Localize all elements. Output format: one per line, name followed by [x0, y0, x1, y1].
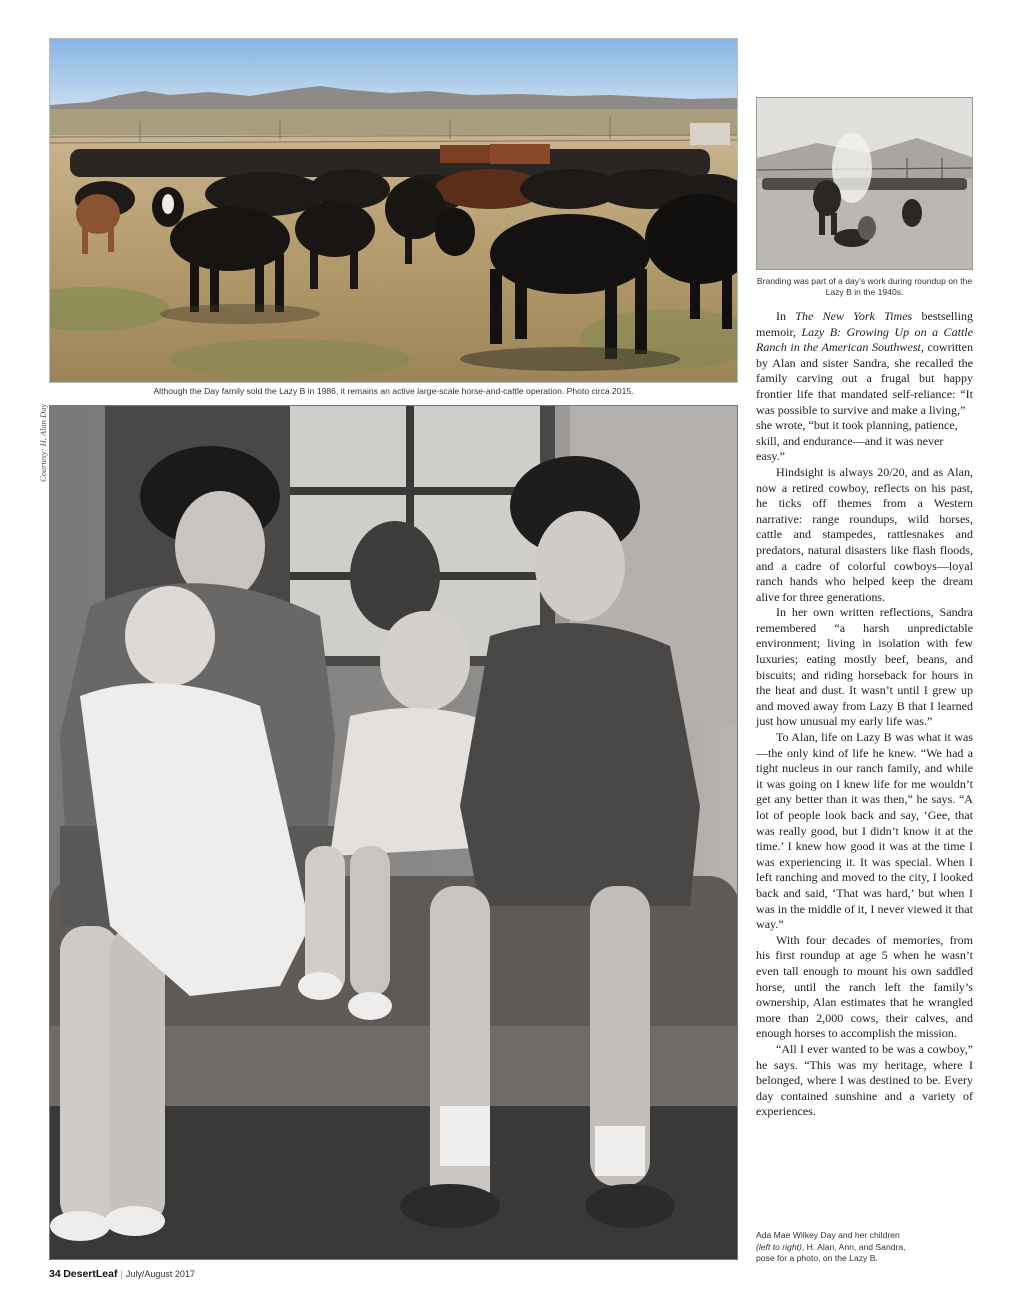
branding-photo	[756, 97, 973, 270]
paragraph-1-continued: she wrote, “but it took planning, patience, skill, and endurance—and it was never easy.”	[756, 418, 958, 464]
paragraph-1: In The New York Times bestselling memoir, Lazy B: Growing Up on a Cattle Ranch in the American Southwest, cowritten by Alan and sister Sandra, she recalled the family carving out a frugal but happy frontier life that mandated self-reliance: “It was possible to survive and make a living,”	[756, 309, 974, 417]
magazine-name: DesertLeaf	[63, 1268, 118, 1280]
footer-divider: |	[120, 1269, 123, 1279]
issue-date: July/August 2017	[125, 1269, 195, 1279]
article-body	[756, 309, 973, 1120]
paragraph-4: To Alan, life on Lazy B was what it was—the only kind of life he knew. “We had a tight nucleus in our ranch family, and while it was going on I knew life for me wouldn’t get any better than it was then,” he says. “A lot of people look back and say, ‘Gee, that was really good, but I didn’t know it at the time.’ I knew how good it was at the time I was experiencing it. It was special. When I left ranching and moved to the city, I looked back and said, ‘That was hard,’ but when I was in the middle of it, I never viewed it that way.”	[756, 730, 973, 932]
family-photo	[49, 405, 738, 1260]
page-footer	[49, 1268, 195, 1280]
paragraph-6: “All I ever wanted to be was a cowboy,” he says. “This was my heritage, where I belonged, where I was destined to be. Every day contained sunshine and a variety of experiences.	[756, 1041, 973, 1119]
book-title: Lazy B: Growing Up on a Cattle Ranch in the American Southwest	[756, 324, 973, 355]
photo-credit: Courtesy: H. Alan Day	[38, 404, 48, 483]
paragraph-2: Hindsight is always 20/20, and as Alan, now a retired cowboy, reflects on his past, he ticks off themes from a Western narrative: range roundups, wild horses, cattle and stampedes, rattlesnakes and predators, natural disasters like flash floods, and a cadre of colorful cowboys—loyal ranch hands who helped keep the dream alive for three generations.	[756, 464, 973, 604]
branding-photo-caption: Branding was part of a day’s work during roundup on the Lazy B in the 1940s.	[756, 276, 973, 297]
newspaper-title: The New York Times	[795, 309, 913, 323]
paragraph-3: In her own written reflections, Sandra remembered “a harsh unpredictable environment; living in isolation with few luxuries; eating mostly beef, beans, and biscuits; and riding horseback for hours in the heat and dust. It wasn’t until I grew up and moved away from Lazy B that I learned just how unusual my early life was.”	[756, 605, 973, 729]
paragraph-5: With four decades of memories, from his first roundup at age 5 when he wasn’t even tall enough to mount his own saddled horse, until the ranch left the family’s ownership, Alan estimates that he wrangled more than 2,000 cows, their calves, and enough horses to accomplish the mission.	[756, 932, 973, 1041]
page-number: 34	[49, 1268, 61, 1280]
cattle-photo-caption: Although the Day family sold the Lazy B in 1986, it remains an active large-scale horse-and-cattle operation. Photo circa 2015.	[153, 386, 634, 396]
family-photo-caption: Ada Mae Wilkey Day and her children (left to right), H. Alan, Ann, and Sandra, pose for a photo, on the Lazy B.	[756, 1230, 906, 1263]
cattle-photo	[49, 38, 738, 383]
